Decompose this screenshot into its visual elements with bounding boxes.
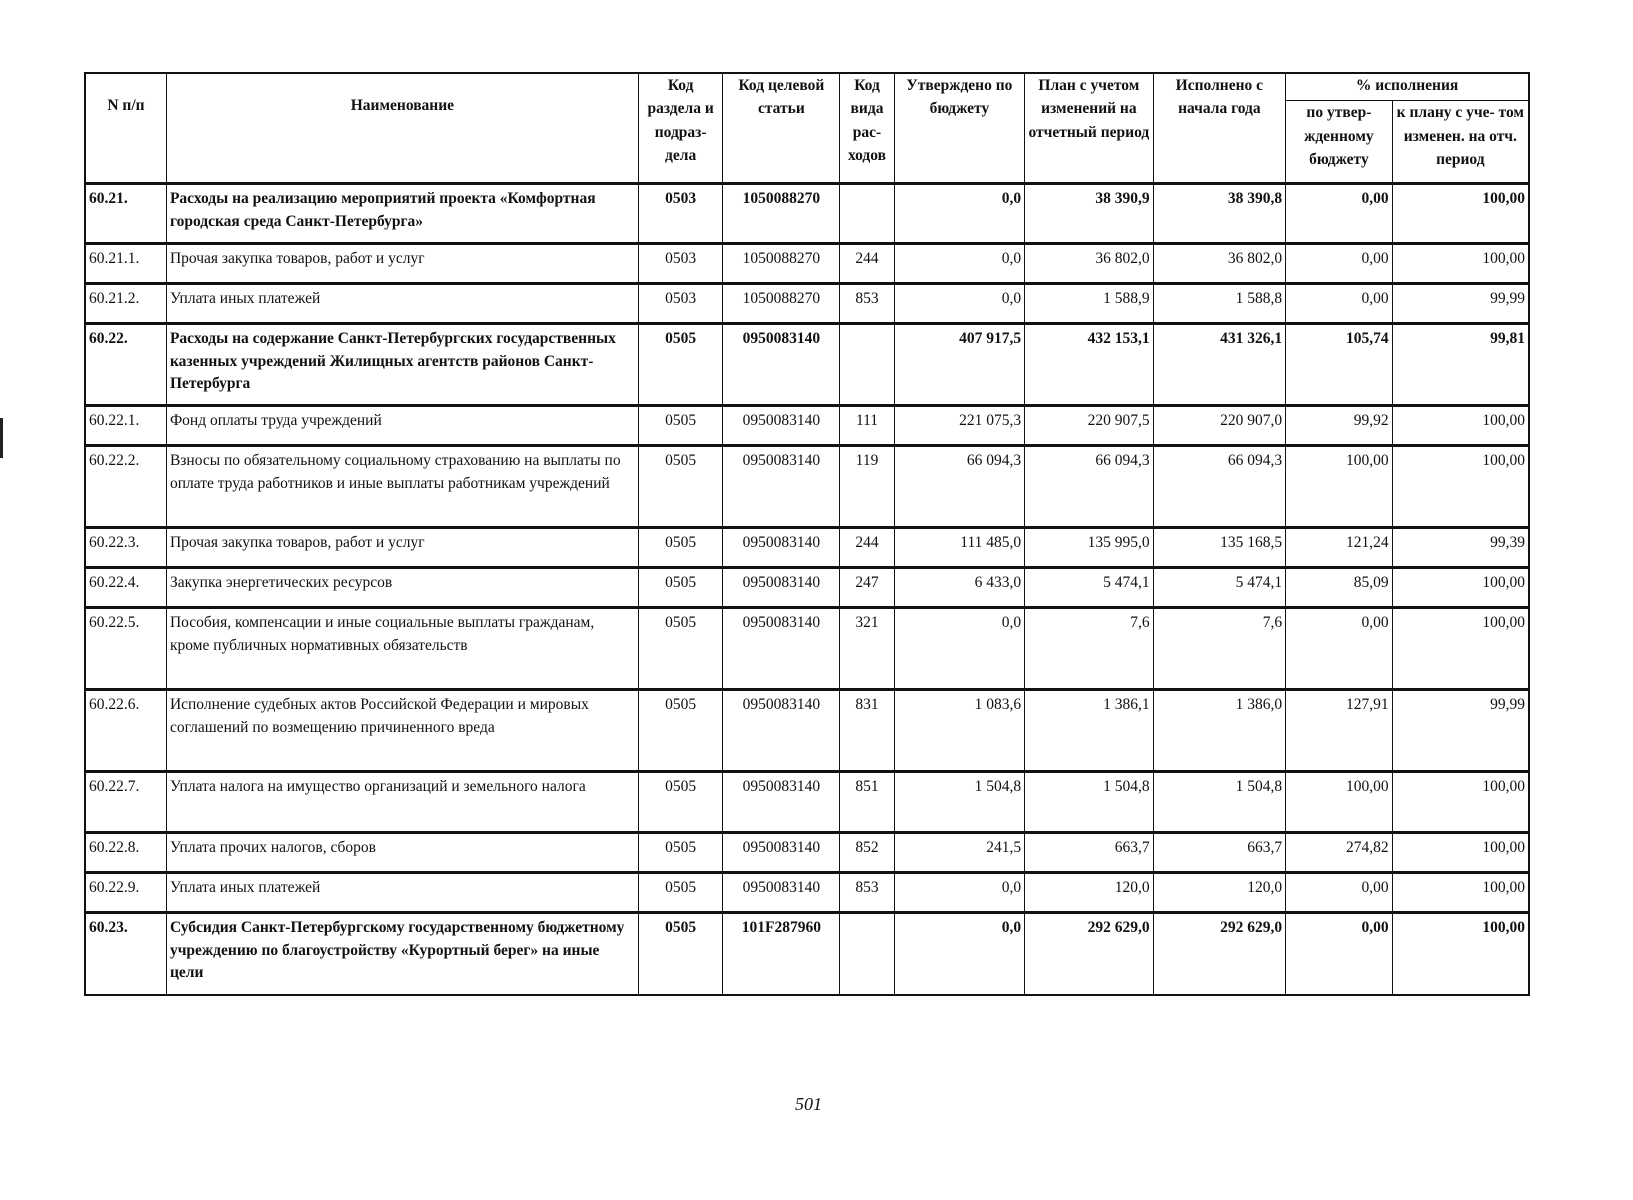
table-row: [85, 608, 1529, 690]
row-executed: 36 802,0: [1153, 244, 1286, 284]
row-approved: 6 433,0: [894, 568, 1025, 608]
page-number: 501: [795, 1094, 822, 1114]
row-target-code: 0950083140: [723, 833, 840, 873]
row-number: 60.22.9.: [85, 873, 166, 913]
row-section-code: 0505: [638, 913, 723, 995]
row-expense-code: 111: [840, 406, 894, 446]
row-percent-plan: 100,00: [1392, 568, 1529, 608]
row-plan: 1 504,8: [1025, 772, 1153, 833]
row-target-code: 0950083140: [723, 324, 840, 406]
row-section-code: 0505: [638, 446, 723, 528]
row-name: Фонд оплаты труда учреждений: [166, 406, 638, 446]
row-target-code: 0950083140: [723, 772, 840, 833]
row-number: 60.22.6.: [85, 690, 166, 772]
row-target-code: 0950083140: [723, 873, 840, 913]
row-percent-budget: 0,00: [1286, 873, 1392, 913]
row-percent-plan: 100,00: [1392, 406, 1529, 446]
row-section-code: 0505: [638, 568, 723, 608]
row-plan: 135 995,0: [1025, 528, 1153, 568]
row-percent-plan: 99,99: [1392, 690, 1529, 772]
row-plan: 1 386,1: [1025, 690, 1153, 772]
row-percent-plan: 100,00: [1392, 833, 1529, 873]
row-executed: 135 168,5: [1153, 528, 1286, 568]
row-executed: 38 390,8: [1153, 184, 1286, 244]
row-percent-budget: 0,00: [1286, 913, 1392, 995]
row-percent-budget: 127,91: [1286, 690, 1392, 772]
header-target-code: Код целевой статьи: [723, 73, 840, 184]
row-plan: 66 094,3: [1025, 446, 1153, 528]
table-row: [85, 568, 1529, 608]
row-executed: 1 588,8: [1153, 284, 1286, 324]
table-row: [85, 833, 1529, 873]
row-target-code: 0950083140: [723, 406, 840, 446]
row-name: Уплата прочих налогов, сборов: [166, 833, 638, 873]
row-executed: 7,6: [1153, 608, 1286, 690]
row-name: Расходы на реализацию мероприятий проекта «Комфортная городская среда Санкт-Петербурга»: [166, 184, 638, 244]
row-number: 60.21.1.: [85, 244, 166, 284]
row-percent-plan: 99,81: [1392, 324, 1529, 406]
row-plan: 38 390,9: [1025, 184, 1153, 244]
row-number: 60.21.: [85, 184, 166, 244]
table-row: [85, 184, 1529, 244]
row-name: Субсидия Санкт-Петербургскому государственному бюджетному учреждению по благоустройству «Курортный берег» на иные цели: [166, 913, 638, 995]
row-section-code: 0505: [638, 324, 723, 406]
header-percent-group: % исполнения: [1286, 73, 1529, 101]
table-row: [85, 690, 1529, 772]
row-number: 60.22.8.: [85, 833, 166, 873]
table-row: [85, 446, 1529, 528]
header-section-code: Код раздела и подраз- дела: [638, 73, 723, 184]
row-expense-code: [840, 184, 894, 244]
row-expense-code: 853: [840, 873, 894, 913]
row-percent-plan: 100,00: [1392, 446, 1529, 528]
row-approved: 111 485,0: [894, 528, 1025, 568]
row-executed: 220 907,0: [1153, 406, 1286, 446]
row-executed: 663,7: [1153, 833, 1286, 873]
row-approved: 0,0: [894, 913, 1025, 995]
row-target-code: 0950083140: [723, 690, 840, 772]
row-percent-budget: 0,00: [1286, 284, 1392, 324]
row-section-code: 0505: [638, 608, 723, 690]
row-name: Уплата иных платежей: [166, 873, 638, 913]
row-approved: 1 083,6: [894, 690, 1025, 772]
row-number: 60.22.7.: [85, 772, 166, 833]
row-section-code: 0505: [638, 406, 723, 446]
table-row: [85, 284, 1529, 324]
row-expense-code: 244: [840, 244, 894, 284]
row-executed: 1 504,8: [1153, 772, 1286, 833]
row-name: Прочая закупка товаров, работ и услуг: [166, 528, 638, 568]
row-expense-code: 851: [840, 772, 894, 833]
header-percent-plan: к плану с уче- том изменен. на отч. период: [1392, 101, 1529, 184]
row-section-code: 0505: [638, 690, 723, 772]
row-percent-budget: 105,74: [1286, 324, 1392, 406]
row-percent-budget: 99,92: [1286, 406, 1392, 446]
row-plan: 5 474,1: [1025, 568, 1153, 608]
row-approved: 0,0: [894, 184, 1025, 244]
row-percent-budget: 0,00: [1286, 184, 1392, 244]
row-expense-code: 831: [840, 690, 894, 772]
row-percent-plan: 99,99: [1392, 284, 1529, 324]
row-percent-plan: 100,00: [1392, 873, 1529, 913]
row-plan: 663,7: [1025, 833, 1153, 873]
row-number: 60.22.5.: [85, 608, 166, 690]
row-name: Уплата иных платежей: [166, 284, 638, 324]
row-executed: 1 386,0: [1153, 690, 1286, 772]
table-row: [85, 244, 1529, 284]
row-plan: 292 629,0: [1025, 913, 1153, 995]
row-name: Взносы по обязательному социальному страхованию на выплаты по оплате труда работников и иные выплаты работникам учреждений: [166, 446, 638, 528]
table-row: [85, 528, 1529, 568]
row-name: Прочая закупка товаров, работ и услуг: [166, 244, 638, 284]
header-executed: Исполнено с начала года: [1153, 73, 1286, 184]
table-row: [85, 772, 1529, 833]
row-name: Расходы на содержание Санкт-Петербургских государственных казенных учреждений Жилищных агентств районов Санкт-Петербурга: [166, 324, 638, 406]
row-executed: 431 326,1: [1153, 324, 1286, 406]
row-section-code: 0505: [638, 833, 723, 873]
row-target-code: 1050088270: [723, 284, 840, 324]
row-number: 60.21.2.: [85, 284, 166, 324]
row-section-code: 0503: [638, 184, 723, 244]
row-percent-budget: 85,09: [1286, 568, 1392, 608]
row-percent-plan: 100,00: [1392, 772, 1529, 833]
row-percent-plan: 100,00: [1392, 244, 1529, 284]
table-row: [85, 873, 1529, 913]
row-executed: 66 094,3: [1153, 446, 1286, 528]
header-approved: Утверждено по бюджету: [894, 73, 1025, 184]
header-expense-code: Код вида рас- ходов: [840, 73, 894, 184]
row-plan: 120,0: [1025, 873, 1153, 913]
row-target-code: 1050088270: [723, 244, 840, 284]
row-approved: 1 504,8: [894, 772, 1025, 833]
table-body: [85, 184, 1529, 995]
row-plan: 7,6: [1025, 608, 1153, 690]
row-section-code: 0505: [638, 528, 723, 568]
row-name: Пособия, компенсации и иные социальные выплаты гражданам, кроме публичных нормативных обязательств: [166, 608, 638, 690]
row-approved: 0,0: [894, 284, 1025, 324]
row-executed: 292 629,0: [1153, 913, 1286, 995]
scan-edge-mark: [0, 418, 3, 458]
row-number: 60.22.4.: [85, 568, 166, 608]
row-percent-budget: 274,82: [1286, 833, 1392, 873]
row-plan: 1 588,9: [1025, 284, 1153, 324]
row-number: 60.22.: [85, 324, 166, 406]
row-plan: 220 907,5: [1025, 406, 1153, 446]
row-target-code: 0950083140: [723, 446, 840, 528]
row-approved: 0,0: [894, 608, 1025, 690]
row-target-code: 1050088270: [723, 184, 840, 244]
table-header: [85, 73, 1529, 184]
row-approved: 0,0: [894, 244, 1025, 284]
table-row: [85, 913, 1529, 995]
row-section-code: 0505: [638, 873, 723, 913]
row-target-code: 0950083140: [723, 568, 840, 608]
row-percent-plan: 100,00: [1392, 913, 1529, 995]
row-executed: 120,0: [1153, 873, 1286, 913]
row-plan: 36 802,0: [1025, 244, 1153, 284]
header-plan: План с учетом изменений на отчетный период: [1025, 73, 1153, 184]
header-num: N п/п: [85, 73, 166, 184]
row-percent-budget: 0,00: [1286, 608, 1392, 690]
row-expense-code: 852: [840, 833, 894, 873]
row-percent-plan: 99,39: [1392, 528, 1529, 568]
row-expense-code: 853: [840, 284, 894, 324]
row-percent-budget: 121,24: [1286, 528, 1392, 568]
row-section-code: 0503: [638, 284, 723, 324]
row-percent-budget: 100,00: [1286, 772, 1392, 833]
table-row: [85, 324, 1529, 406]
row-expense-code: 244: [840, 528, 894, 568]
row-percent-plan: 100,00: [1392, 608, 1529, 690]
row-expense-code: [840, 913, 894, 995]
row-approved: 221 075,3: [894, 406, 1025, 446]
row-target-code: 0950083140: [723, 608, 840, 690]
row-expense-code: 247: [840, 568, 894, 608]
row-executed: 5 474,1: [1153, 568, 1286, 608]
row-approved: 241,5: [894, 833, 1025, 873]
row-expense-code: [840, 324, 894, 406]
row-plan: 432 153,1: [1025, 324, 1153, 406]
row-target-code: 101F287960: [723, 913, 840, 995]
row-name: Уплата налога на имущество организаций и земельного налога: [166, 772, 638, 833]
row-expense-code: 321: [840, 608, 894, 690]
budget-execution-table: [84, 72, 1530, 996]
row-number: 60.22.1.: [85, 406, 166, 446]
row-target-code: 0950083140: [723, 528, 840, 568]
row-percent-budget: 0,00: [1286, 244, 1392, 284]
row-name: Закупка энергетических ресурсов: [166, 568, 638, 608]
row-expense-code: 119: [840, 446, 894, 528]
row-percent-budget: 100,00: [1286, 446, 1392, 528]
row-section-code: 0503: [638, 244, 723, 284]
header-percent-budget: по утвер- жденному бюджету: [1286, 101, 1392, 184]
row-approved: 407 917,5: [894, 324, 1025, 406]
row-approved: 0,0: [894, 873, 1025, 913]
row-approved: 66 094,3: [894, 446, 1025, 528]
row-percent-plan: 100,00: [1392, 184, 1529, 244]
row-number: 60.23.: [85, 913, 166, 995]
row-number: 60.22.2.: [85, 446, 166, 528]
header-name: Наименование: [166, 73, 638, 184]
row-number: 60.22.3.: [85, 528, 166, 568]
row-section-code: 0505: [638, 772, 723, 833]
row-name: Исполнение судебных актов Российской Федерации и мировых соглашений по возмещению причиненного вреда: [166, 690, 638, 772]
table-row: [85, 406, 1529, 446]
